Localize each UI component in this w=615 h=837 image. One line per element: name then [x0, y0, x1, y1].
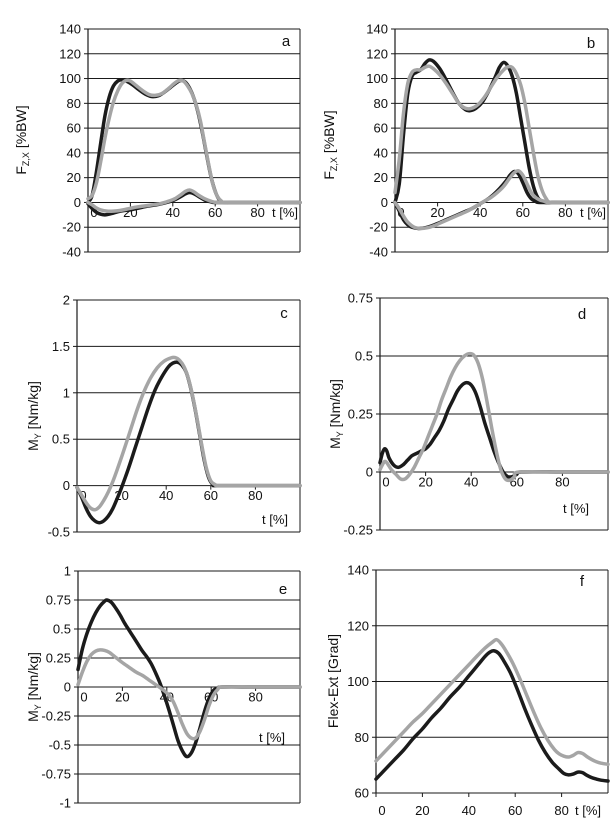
chart-f-canvas: [308, 555, 615, 837]
x-tick-label: 80: [554, 803, 569, 818]
x-tick-label: 80: [248, 488, 263, 504]
y-axis-label: $M_Y$ [Nm/kg]: [25, 381, 43, 451]
y-tick-label: 1.5: [51, 338, 70, 354]
y-tick-label: 60: [373, 120, 388, 136]
x-tick-label: 0: [90, 204, 98, 220]
x-tick-label: 0: [79, 488, 87, 504]
x-tick-label: 0: [378, 803, 386, 818]
chart-a: [0, 0, 307, 280]
panel-label: e: [278, 581, 288, 598]
y-axis-label: Flex-Ext [Grad]: [325, 633, 341, 729]
y-tick-label: 1: [63, 563, 71, 579]
y-tick-label: -0.25: [41, 708, 71, 724]
x-tick-label: 80: [250, 204, 265, 220]
x-axis-label: t [%]: [258, 730, 286, 745]
y-axis-label: $M_Y$ [Nm/kg]: [327, 379, 345, 449]
chart-c: [0, 280, 307, 555]
curve-Fx-black: [395, 171, 608, 228]
x-tick-label: 40: [158, 488, 174, 504]
x-tick-label: 80: [555, 474, 570, 490]
y-tick-label: -0.25: [343, 522, 373, 538]
x-tick-label: 0: [397, 204, 405, 220]
curve-gray: [380, 354, 608, 481]
x-tick-label: 40: [463, 474, 479, 490]
x-tick-label: 60: [207, 204, 223, 220]
x-tick-label: 20: [123, 204, 138, 220]
x-tick-label: 60: [507, 803, 523, 818]
chart-a-canvas: [0, 0, 307, 280]
x-tick-label: 40: [472, 204, 488, 220]
curve-black: [376, 651, 608, 781]
y-tick-label: 0.25: [347, 406, 373, 422]
y-tick-label: -40: [369, 244, 388, 260]
x-tick-label: 20: [418, 474, 433, 490]
chart-d: [308, 280, 615, 555]
chart-c-canvas: [0, 280, 307, 555]
panel-label: d: [577, 306, 587, 323]
y-tick-label: -20: [62, 219, 81, 235]
y-tick-label: -0.5: [47, 524, 70, 540]
panel-label: f: [579, 573, 585, 590]
y-tick-label: 0.5: [51, 431, 70, 447]
y-tick-label: 120: [59, 46, 81, 62]
y-tick-label: 80: [354, 729, 369, 745]
chart-b-canvas: [308, 0, 615, 280]
x-tick-label: 20: [430, 204, 445, 220]
x-tick-label: 60: [203, 689, 219, 705]
x-tick-label: 60: [515, 204, 531, 220]
x-axis-label: t [%]: [574, 803, 602, 818]
curve-gray: [77, 357, 300, 509]
y-tick-label: 20: [373, 170, 388, 186]
y-tick-label: 1: [62, 385, 70, 401]
x-tick-label: 20: [114, 488, 129, 504]
chart-f: [308, 555, 615, 837]
y-tick-label: 40: [373, 145, 388, 161]
y-tick-label: 120: [366, 46, 388, 62]
chart-b: [308, 0, 615, 280]
y-tick-label: 0.25: [45, 650, 71, 666]
chart-d-canvas: [308, 280, 615, 555]
y-tick-label: 100: [366, 71, 388, 87]
y-tick-label: -40: [62, 244, 81, 260]
y-tick-label: -1: [59, 795, 71, 811]
y-tick-label: 80: [373, 95, 388, 111]
y-tick-label: 0: [62, 478, 70, 494]
y-tick-label: 0.5: [52, 621, 71, 637]
y-axis-label: $F_{Z,X}$ [%BW]: [13, 105, 31, 175]
chart-e: [0, 555, 307, 837]
x-axis-label: t [%]: [271, 205, 299, 220]
panel-label: b: [586, 35, 596, 52]
x-tick-label: 0: [80, 689, 88, 705]
y-tick-label: 140: [347, 562, 369, 578]
x-axis-label: t [%]: [261, 512, 289, 527]
y-tick-label: 140: [366, 21, 388, 37]
y-axis-label: $F_{Z,X}$ [%BW]: [321, 110, 339, 180]
y-tick-label: 0: [365, 464, 373, 480]
x-tick-label: 40: [159, 689, 175, 705]
curve-Fx-gray: [88, 190, 300, 211]
x-tick-label: 40: [165, 204, 181, 220]
panel-label: a: [281, 33, 291, 50]
x-axis-label: t [%]: [579, 205, 607, 220]
x-tick-label: 20: [115, 689, 130, 705]
x-tick-label: 80: [248, 689, 263, 705]
y-tick-label: 0: [73, 194, 81, 210]
y-tick-label: 120: [347, 618, 369, 634]
y-axis-label: $M_Y$ [Nm/kg]: [25, 652, 43, 722]
x-axis-label: t [%]: [562, 501, 590, 516]
curve-Fx-gray: [395, 171, 608, 229]
chart-e-canvas: [0, 555, 307, 837]
y-tick-label: 140: [59, 21, 81, 37]
x-tick-label: 40: [461, 803, 477, 818]
x-tick-label: 60: [203, 488, 219, 504]
x-tick-label: 80: [558, 204, 573, 220]
curve-gray: [376, 640, 608, 765]
panel-label: c: [280, 305, 288, 322]
y-tick-label: 100: [59, 71, 81, 87]
y-tick-label: 0.75: [45, 592, 71, 608]
y-tick-label: 80: [66, 95, 81, 111]
y-tick-label: 60: [354, 785, 369, 801]
y-tick-label: 0: [63, 679, 71, 695]
x-tick-label: 60: [509, 474, 525, 490]
y-tick-label: 60: [66, 120, 81, 136]
curve-Fz-black: [395, 60, 608, 203]
y-tick-label: 20: [66, 170, 81, 186]
curve-black: [77, 362, 300, 523]
y-tick-label: -0.5: [48, 737, 71, 753]
curve-Fz-gray: [395, 66, 608, 203]
curve-black: [380, 383, 608, 477]
y-tick-label: 100: [347, 674, 369, 689]
x-tick-label: 0: [382, 474, 390, 490]
y-tick-label: 0.75: [347, 290, 373, 306]
y-tick-label: 2: [62, 292, 70, 308]
y-tick-label: -20: [369, 219, 388, 235]
y-tick-label: 40: [66, 145, 81, 161]
y-tick-label: 0.5: [354, 348, 373, 364]
curve-Fz-gray: [88, 80, 300, 202]
y-tick-label: -0.75: [41, 766, 71, 782]
y-tick-label: 0: [380, 194, 388, 210]
x-tick-label: 20: [415, 803, 430, 818]
curve-gray: [78, 650, 300, 739]
